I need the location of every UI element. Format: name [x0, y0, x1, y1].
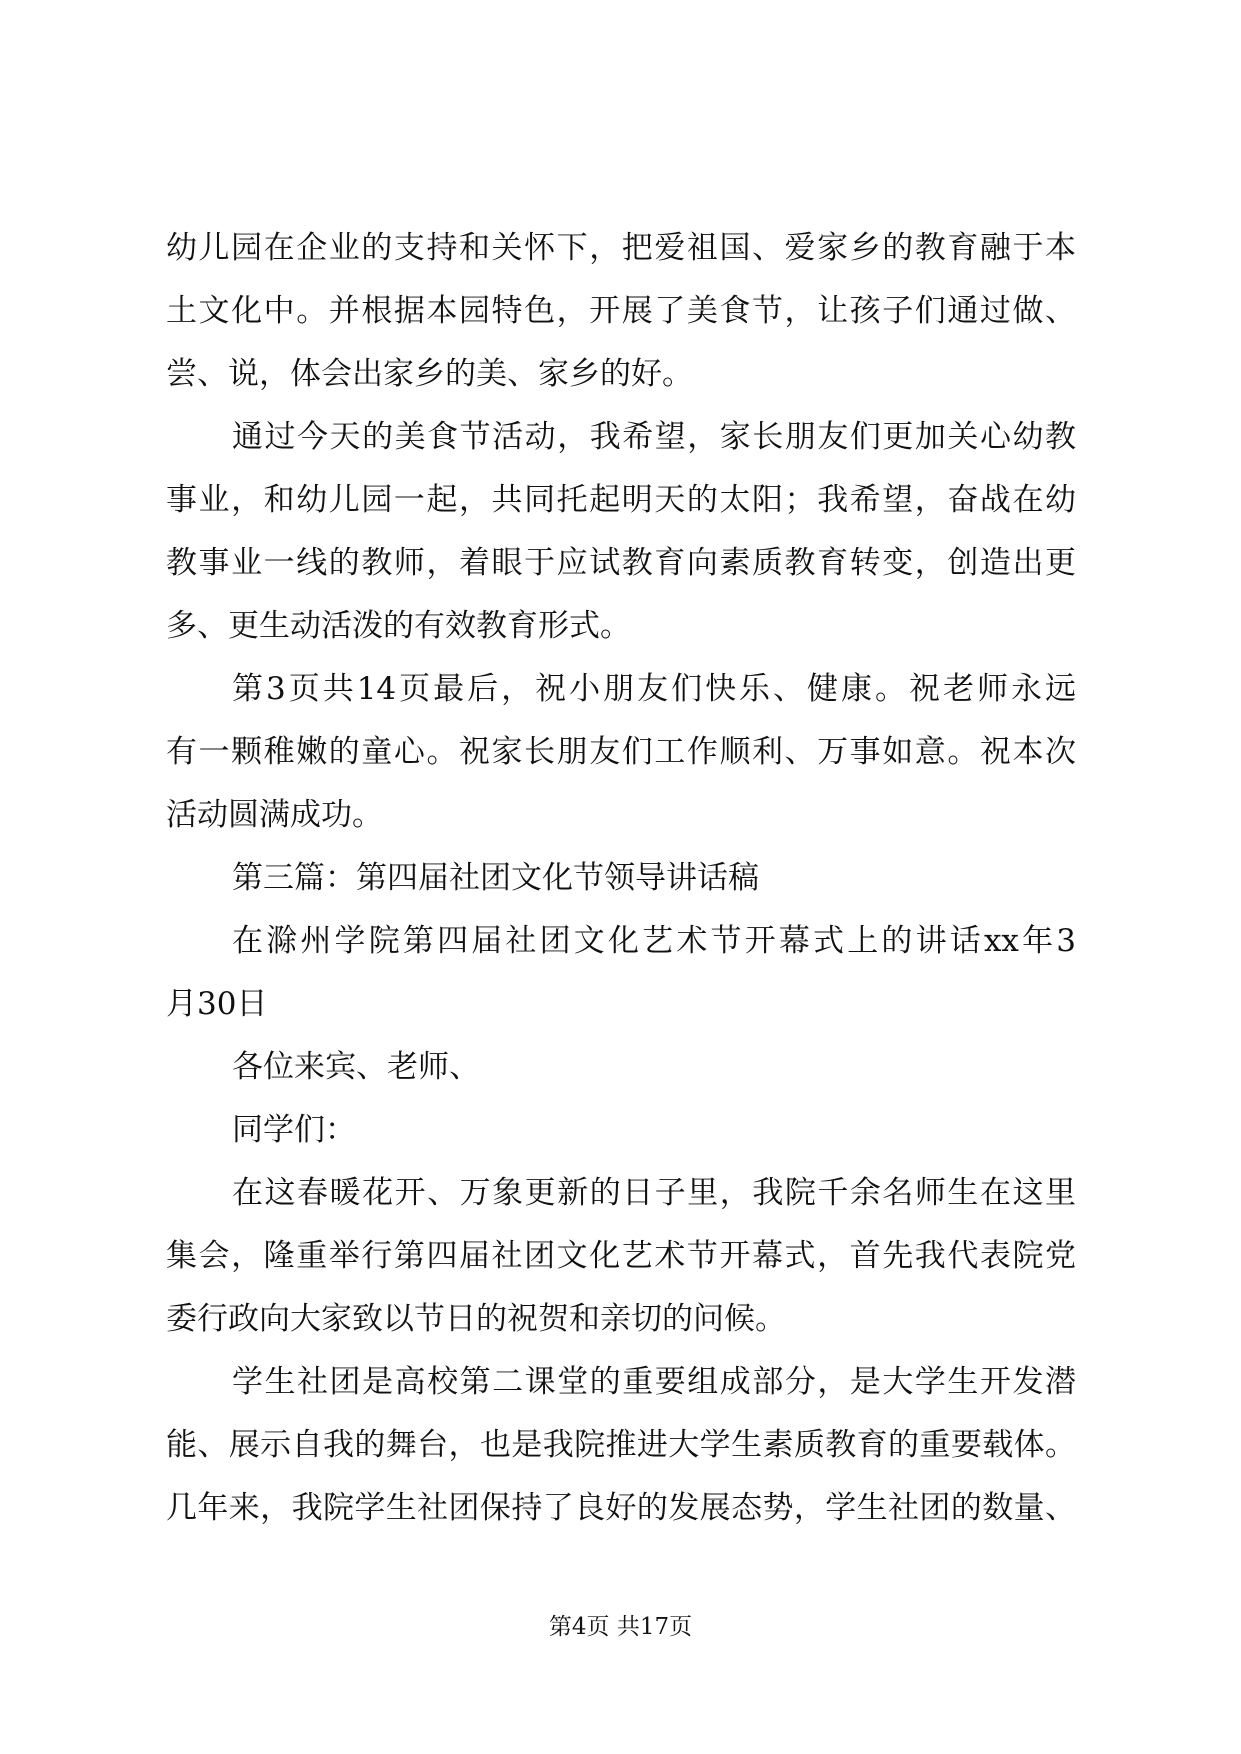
- text-line: 学生社团是高校第二课堂的重要组成部分，是大学生开发潜: [232, 1364, 1076, 1400]
- text-line: 教事业一线的教师，着眼于应试教育向素质教育转变，创造出更: [166, 545, 1076, 581]
- section-heading: 第三篇：第四届社团文化节领导讲话稿: [232, 860, 759, 896]
- text-line: 幼儿园在企业的支持和关怀下，把爱祖国、爱家乡的教育融于本: [166, 230, 1076, 266]
- text-line: 在滁州学院第四届社团文化艺术节开幕式上的讲话xx年3: [232, 923, 1076, 959]
- text-line: 集会，隆重举行第四届社团文化艺术节开幕式，首先我代表院党: [166, 1238, 1076, 1274]
- text-line: 能、展示自我的舞台，也是我院推进大学生素质教育的重要载体。: [166, 1427, 1076, 1463]
- text-line: 几年来，我院学生社团保持了良好的发展态势，学生社团的数量、: [166, 1490, 1076, 1526]
- text-line: 在这春暖花开、万象更新的日子里，我院千余名师生在这里: [232, 1175, 1076, 1211]
- text-line: 尝、说，体会出家乡的美、家乡的好。: [166, 356, 693, 392]
- text-line: 通过今天的美食节活动，我希望，家长朋友们更加关心幼教: [232, 419, 1076, 455]
- text-line: 有一颗稚嫩的童心。祝家长朋友们工作顺利、万事如意。祝本次: [166, 734, 1076, 770]
- salutation-line: 同学们：: [232, 1112, 356, 1148]
- text-line: 多、更生动活泼的有效教育形式。: [166, 608, 631, 644]
- text-line: 土文化中。并根据本园特色，开展了美食节，让孩子们通过做、: [166, 293, 1076, 329]
- text-line: 委行政向大家致以节日的祝贺和亲切的问候。: [166, 1301, 786, 1337]
- text-line: 活动圆满成功。: [166, 797, 383, 833]
- text-line: 第3页共14页最后，祝小朋友们快乐、健康。祝老师永远: [232, 671, 1076, 707]
- page-footer: 第4页 共17页: [548, 1614, 693, 1640]
- text-line: 月30日: [166, 986, 268, 1022]
- text-line: 事业，和幼儿园一起，共同托起明天的太阳；我希望，奋战在幼: [166, 482, 1076, 518]
- salutation-line: 各位来宾、老师、: [232, 1049, 480, 1085]
